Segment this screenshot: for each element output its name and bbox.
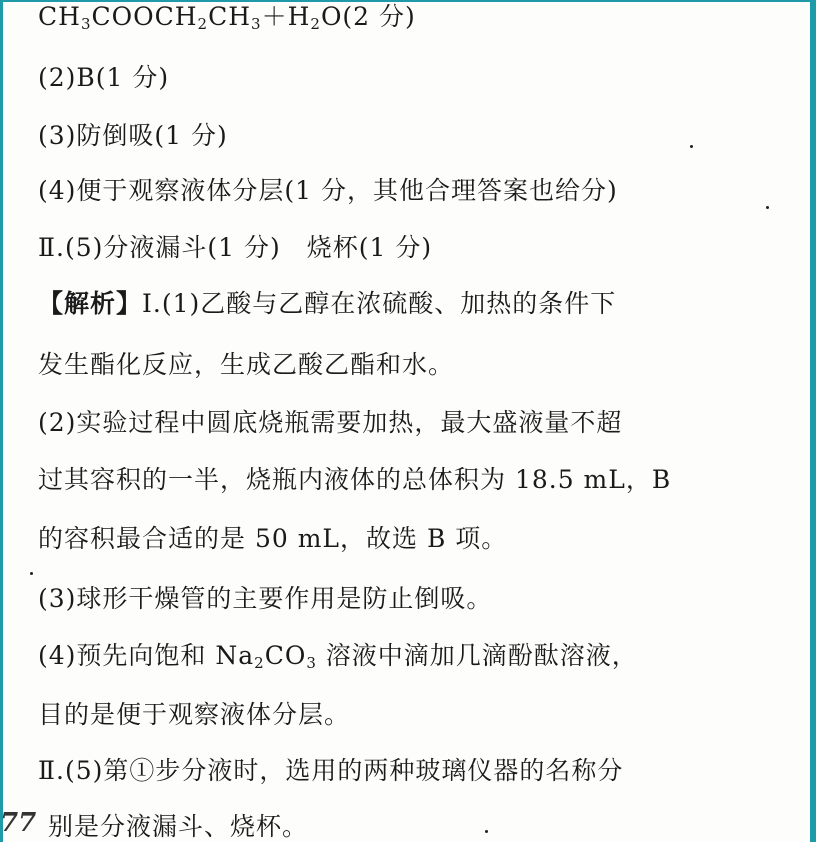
subscript: 3	[306, 654, 317, 672]
answer-line-2: (2)B(1 分)	[38, 63, 170, 92]
subscript: 3	[80, 15, 92, 33]
subscript: 2	[197, 15, 209, 33]
subscript: 2	[254, 654, 265, 672]
analysis-line-3: (2)实验过程中圆底烧瓶需要加热，最大盛液量不超	[38, 408, 623, 437]
analysis-line-8: 目的是便于观察液体分层。	[38, 700, 351, 729]
subscript: 3	[251, 15, 262, 33]
scan-speck	[485, 830, 488, 833]
analysis-line-2: 发生酯化反应，生成乙酸乙酯和水。	[38, 350, 455, 379]
text-fragment: 溶液中滴加几滴酚酞溶液，	[316, 641, 638, 670]
analysis-line-9: Ⅱ.(5)第①步分液时，选用的两种玻璃仪器的名称分	[38, 756, 624, 785]
analysis-line-7	[38, 641, 638, 678]
analysis-text: Ⅰ.(1)乙酸与乙醇在浓硫酸、加热的条件下	[142, 289, 617, 318]
analysis-line-4: 过其容积的一半，烧瓶内液体的总体积为 18.5 mL，B	[38, 465, 672, 494]
analysis-line-6: (3)球形干燥管的主要作用是防止倒吸。	[38, 584, 493, 613]
text-fragment: O(2 分)	[320, 2, 416, 31]
page-number: 77	[0, 808, 37, 838]
answer-line-4: (4)便于观察液体分层(1 分，其他合理答案也给分)	[38, 176, 618, 205]
text-fragment: CH	[38, 2, 81, 31]
analysis-line-10: 别是分液漏斗、烧杯。	[48, 812, 309, 841]
answer-line-equation	[38, 2, 416, 39]
text-fragment: (4)预先向饱和 Na	[38, 641, 255, 670]
scan-speck	[690, 145, 693, 148]
answer-line-5: Ⅱ.(5)分液漏斗(1 分) 烧杯(1 分)	[38, 233, 433, 262]
frame-left-border	[0, 0, 3, 842]
scan-speck	[30, 572, 33, 575]
analysis-label: 【解析】	[38, 289, 143, 318]
scan-speck	[766, 206, 769, 209]
subscript: 2	[310, 15, 321, 33]
text-fragment: COOCH	[91, 2, 198, 31]
text-fragment: CO	[264, 641, 307, 670]
text-fragment: ＋H	[261, 2, 311, 31]
answer-line-3: (3)防倒吸(1 分)	[38, 121, 228, 150]
analysis-line-5: 的容积最合适的是 50 mL，故选 B 项。	[38, 524, 508, 553]
analysis-line-1	[38, 289, 616, 319]
frame-right-border	[810, 0, 816, 842]
text-fragment: CH	[208, 2, 252, 31]
